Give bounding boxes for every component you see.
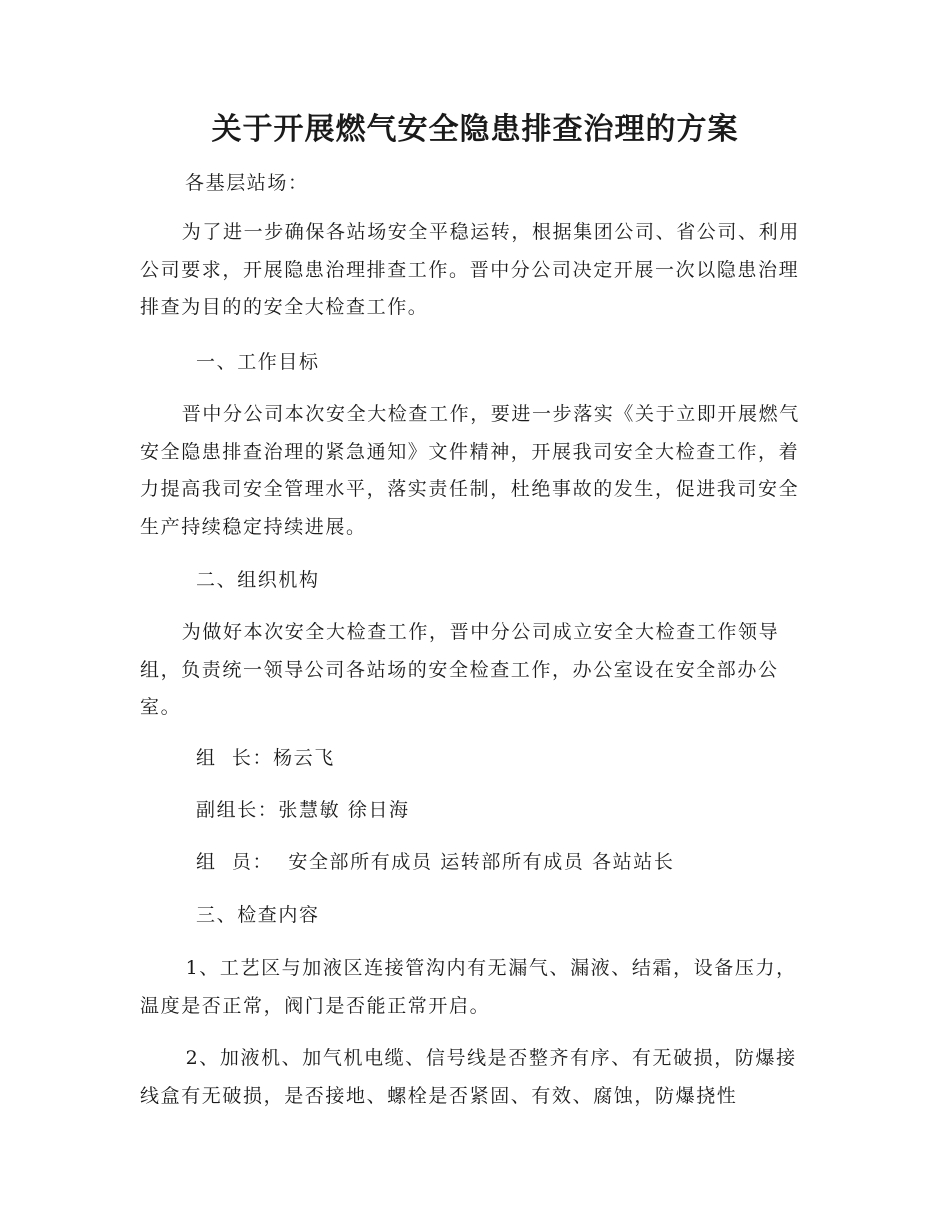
intro-paragraph: 为了进一步确保各站场安全平稳运转，根据集团公司、省公司、利用公司要求，开展隐患治理排查工作。晋中分公司决定开展一次以隐患治理排查为目的的安全大检查工作。 — [140, 221, 800, 318]
organization-paragraph: 为做好本次安全大检查工作，晋中分公司成立安全大检查工作领导组，负责统一领导公司各站场的安全检查工作，办公室设在安全部办公室。 — [140, 621, 780, 718]
document-title: 关于开展燃气安全隐患排查治理的方案 — [211, 112, 739, 147]
goals-paragraph: 晋中分公司本次安全大检查工作，要进一步落实《关于立即开展燃气安全隐患排查治理的紧急通知》文件精神，开展我司安全大检查工作，着力提高我司安全管理水平，落实责任制，杜绝事故的发生，促进我司安全生产持续稳定持续进展。 — [140, 403, 800, 538]
inspection-item-1: 1、工艺区与加液区连接管沟内有无漏气、漏液、结霜，设备压力，温度是否正常，阀门是否能正常开启。 — [140, 957, 797, 1017]
section-heading-inspection: 三、检查内容 — [196, 904, 320, 926]
group-members: 组 员： 安全部所有成员 运转部所有成员 各站站长 — [196, 851, 675, 873]
salutation: 各基层站场： — [185, 172, 309, 194]
deputy-leaders: 副组长：张慧敏 徐日海 — [196, 799, 410, 821]
group-leader: 组 长：杨云飞 — [196, 747, 335, 769]
inspection-item-2: 2、加液机、加气机电缆、信号线是否整齐有序、有无破损，防爆接线盒有无破损，是否接地、螺栓是否紧固、有效、腐蚀，防爆挠性 — [140, 1047, 797, 1107]
section-heading-organization: 二、组织机构 — [196, 569, 320, 591]
section-heading-goals: 一、工作目标 — [196, 351, 320, 373]
